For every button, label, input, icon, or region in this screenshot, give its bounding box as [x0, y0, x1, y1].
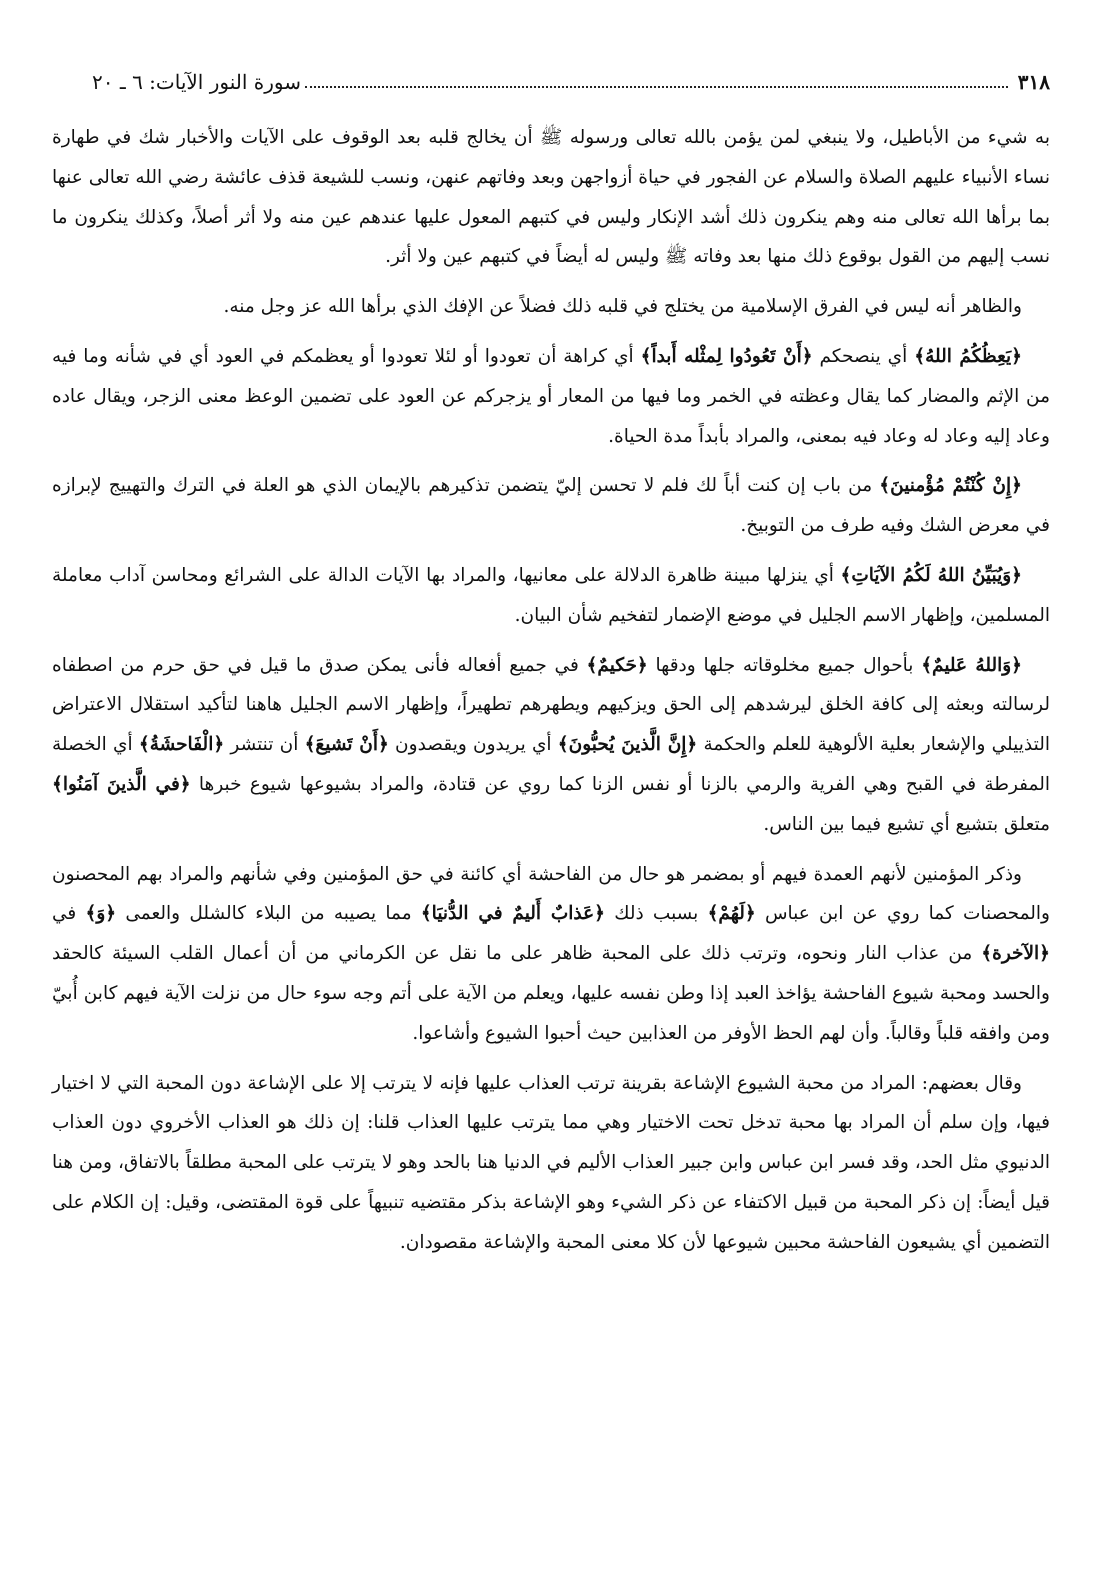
paragraph-text: أي يريدون ويقصدون — [388, 734, 558, 756]
paragraph-text: أي ينصحكم — [812, 345, 915, 367]
paragraph-text: أن تنتشر — [224, 734, 305, 756]
quran-quote: ﴿أَنْ تَعُودُوا لِمثْله أَبداً﴾ — [640, 345, 813, 367]
paragraph-text: به شيء من الأباطيل، ولا ينبغي لمن يؤمن بالله تعالى ورسوله ﷺ أن يخالج قلبه بعد الوقوف على الآيات والأخبار شك في طهارة نساء الأنبياء عليهم الصلاة والسلام عن الفجور في حياة أزواجهن وبعد وفاتهم عنهن، ونسب للشيعة قذف عائشة رضي الله تعالى عنها بما برأها الله تعالى منه وهم ينكرون ذلك أشد الإنكار وليس في كتبهم المعول عليها عندهم عين منه ولا أثر أصلاً، وكذلك ينكرون ما نسب إليهم من القول بوقوع ذلك منها بعد وفاته ﷺ وليس له أيضاً في كتبهم عين ولا أثر. — [52, 127, 1050, 268]
quran-quote: ﴿حَكيمٌ﴾ — [586, 654, 648, 676]
paragraph-text: أي كراهة أن تعودوا أو لئلا تعودوا أو يعظمكم في العود أي في شأنه وما فيه من الإثم والمضار كما يقال وعظته في الخمر وما فيها من المعار أو يزجركم عن العود على تضمين الوعظ معنى الزجر، ويقال عاده وعاد إليه وعاد له وعاد فيه بمعنى، والمراد بأبداً مدة الحياة. — [52, 345, 1050, 447]
quran-quote: ﴿وَاللهُ عَليمٌ﴾ — [921, 654, 1022, 676]
paragraph-p2 — [52, 287, 1050, 327]
paragraph-p4 — [52, 466, 1050, 546]
paragraph-p3 — [52, 337, 1050, 456]
paragraph-p5 — [52, 556, 1050, 636]
paragraph-text: في — [52, 903, 86, 925]
paragraph-text: وذكر المؤمنين لأنهم العمدة فيهم أو بمضمر هو حال من الفاحشة أي كائنة في حق المؤمنين وفي شأنهم والمراد بهم المحصنون والمحصنات كما روي عن ابن عباس — [52, 863, 1050, 925]
paragraph-p8 — [52, 1064, 1050, 1263]
paragraph-text: والظاهر أنه ليس في الفرق الإسلامية من يختلج في قلبه ذلك فضلاً عن الإفك الذي برأها الله عز وجل منه. — [223, 296, 1022, 318]
paragraph-text: متعلق بتشيع أي تشيع فيما بين الناس. — [763, 813, 1050, 835]
quran-quote: ﴿في الَّذينَ آمَنُوا﴾ — [52, 773, 191, 795]
paragraph-text: من عذاب النار ونحوه، وترتب ذلك على المحبة ظاهر على ما نقل عن الكرماني من أن أعمال القلب السيئة كالحقد والحسد ومحبة شيوع الفاحشة يؤاخذ العبد إذا وطن نفسه عليها، ويعلم من الآية على أتم وجه سوء حال من نزلت الآية فيهم كابن أُبيّ ومن وافقه قلباً وقالباً. وأن لهم الحظ الأوفر من العذابين حيث أحبوا الشيوع وأشاعوا. — [52, 943, 1050, 1044]
page-body — [52, 118, 1050, 1273]
quran-quote: ﴿الآخرة﴾ — [981, 943, 1050, 965]
quran-quote: ﴿الْفَاحشَةُ﴾ — [138, 734, 225, 756]
quran-quote: ﴿وَ﴾ — [85, 903, 117, 925]
quran-quote: ﴿إِنْ كُنْتُمْ مُؤْمنينَ﴾ — [879, 475, 1022, 497]
quran-quote: ﴿يَعِظُكُمُ اللهُ﴾ — [914, 345, 1023, 367]
paragraph-text: وقال بعضهم: المراد من محبة الشيوع الإشاعة بقرينة ترتب العذاب عليها فإنه لا يترتب إلا على الإشاعة دون المحبة التي لا اختيار فيها، وإن سلم أن المراد بها محبة تدخل تحت الاختيار وهي مما يترتب عليها العذاب قلنا: إن ذلك هو العذاب الأخروي دون العذاب الدنيوي مثل الحد، وقد فسر ابن عباس وابن جبير العذاب الأليم في الدنيا هنا بالحد وهو لا يترتب على المحبة مطلقاً بالاتفاق، ومن هنا قيل أيضاً: إن ذكر المحبة من قبيل الاكتفاء عن ذكر الشيء وهو الإشاعة بذكر مقتضيه تنبيهاً على قوة المقتضى، وقيل: إن الكلام على التضمين أي يشيعون الفاحشة محبين شيوعها لأن كلا معنى المحبة والإشاعة مقصودان. — [52, 1072, 1050, 1253]
paragraph-text: في جميع أفعاله فأنى يمكن صدق ما قيل في حق حرم من اصطفاه لرسالته وبعثه إلى كافة الخلق ليرشدهم إلى الحق ويزكيهم ويطهرهم تطهيراً، وإظهار الاسم الجليل هاهنا لتأكيد استقلال الاعتراض التذييلي والإشعار بعلية الألوهية للعلم والحكمة — [52, 654, 1050, 756]
paragraph-text: أي ينزلها مبينة ظاهرة الدلالة على معانيها، والمراد بها الآيات الدالة على الشرائع ومحاسن آداب معاملة المسلمين، وإظهار الاسم الجليل في موضع الإضمار لتفخيم شأن البيان. — [52, 564, 1050, 626]
quran-quote: ﴿عَذابٌ أَليمٌ في الدُّنيَا﴾ — [420, 903, 605, 925]
paragraph-text: مما يصيبه من البلاء كالشلل والعمى — [116, 903, 421, 925]
paragraph-text: بأحوال جميع مخلوقاته جلها ودقها — [647, 654, 922, 676]
paragraph-p6 — [52, 646, 1050, 845]
page-header — [92, 62, 1050, 96]
quran-quote: ﴿أَنْ تَشيعَ﴾ — [304, 734, 389, 756]
quran-quote: ﴿لَهُمْ﴾ — [707, 903, 756, 925]
dotted-leader — [305, 86, 1008, 88]
quran-quote: ﴿إِنَّ الَّذينَ يُحبُّونَ﴾ — [557, 734, 698, 756]
running-title: سورة النور الآيات: ٦ ـ ٢٠ — [92, 70, 301, 94]
paragraph-text: من باب إن كنت أباً لك فلم لا تحسن إليّ يتضمن تذكيرهم بالإيمان الذي هو العلة في الترك والتهييج لإبرازه في معرض الشك وفيه طرف من التوبيخ. — [52, 475, 1050, 537]
paragraph-text: أي الخصلة المفرطة في القبح وهي الفرية والرمي بالزنا أو نفس الزنا كما روي عن قتادة، والمراد بشيوعها شيوع خبرها — [52, 734, 1051, 795]
page-number: ٣١٨ — [1017, 70, 1050, 94]
paragraph-p1 — [52, 118, 1050, 277]
quran-quote: ﴿وَيُبَيِّنُ اللهُ لَكُمُ الآيَاتِ﴾ — [840, 564, 1022, 586]
paragraph-text: بسبب ذلك — [605, 903, 708, 925]
paragraph-p7 — [52, 855, 1050, 1054]
